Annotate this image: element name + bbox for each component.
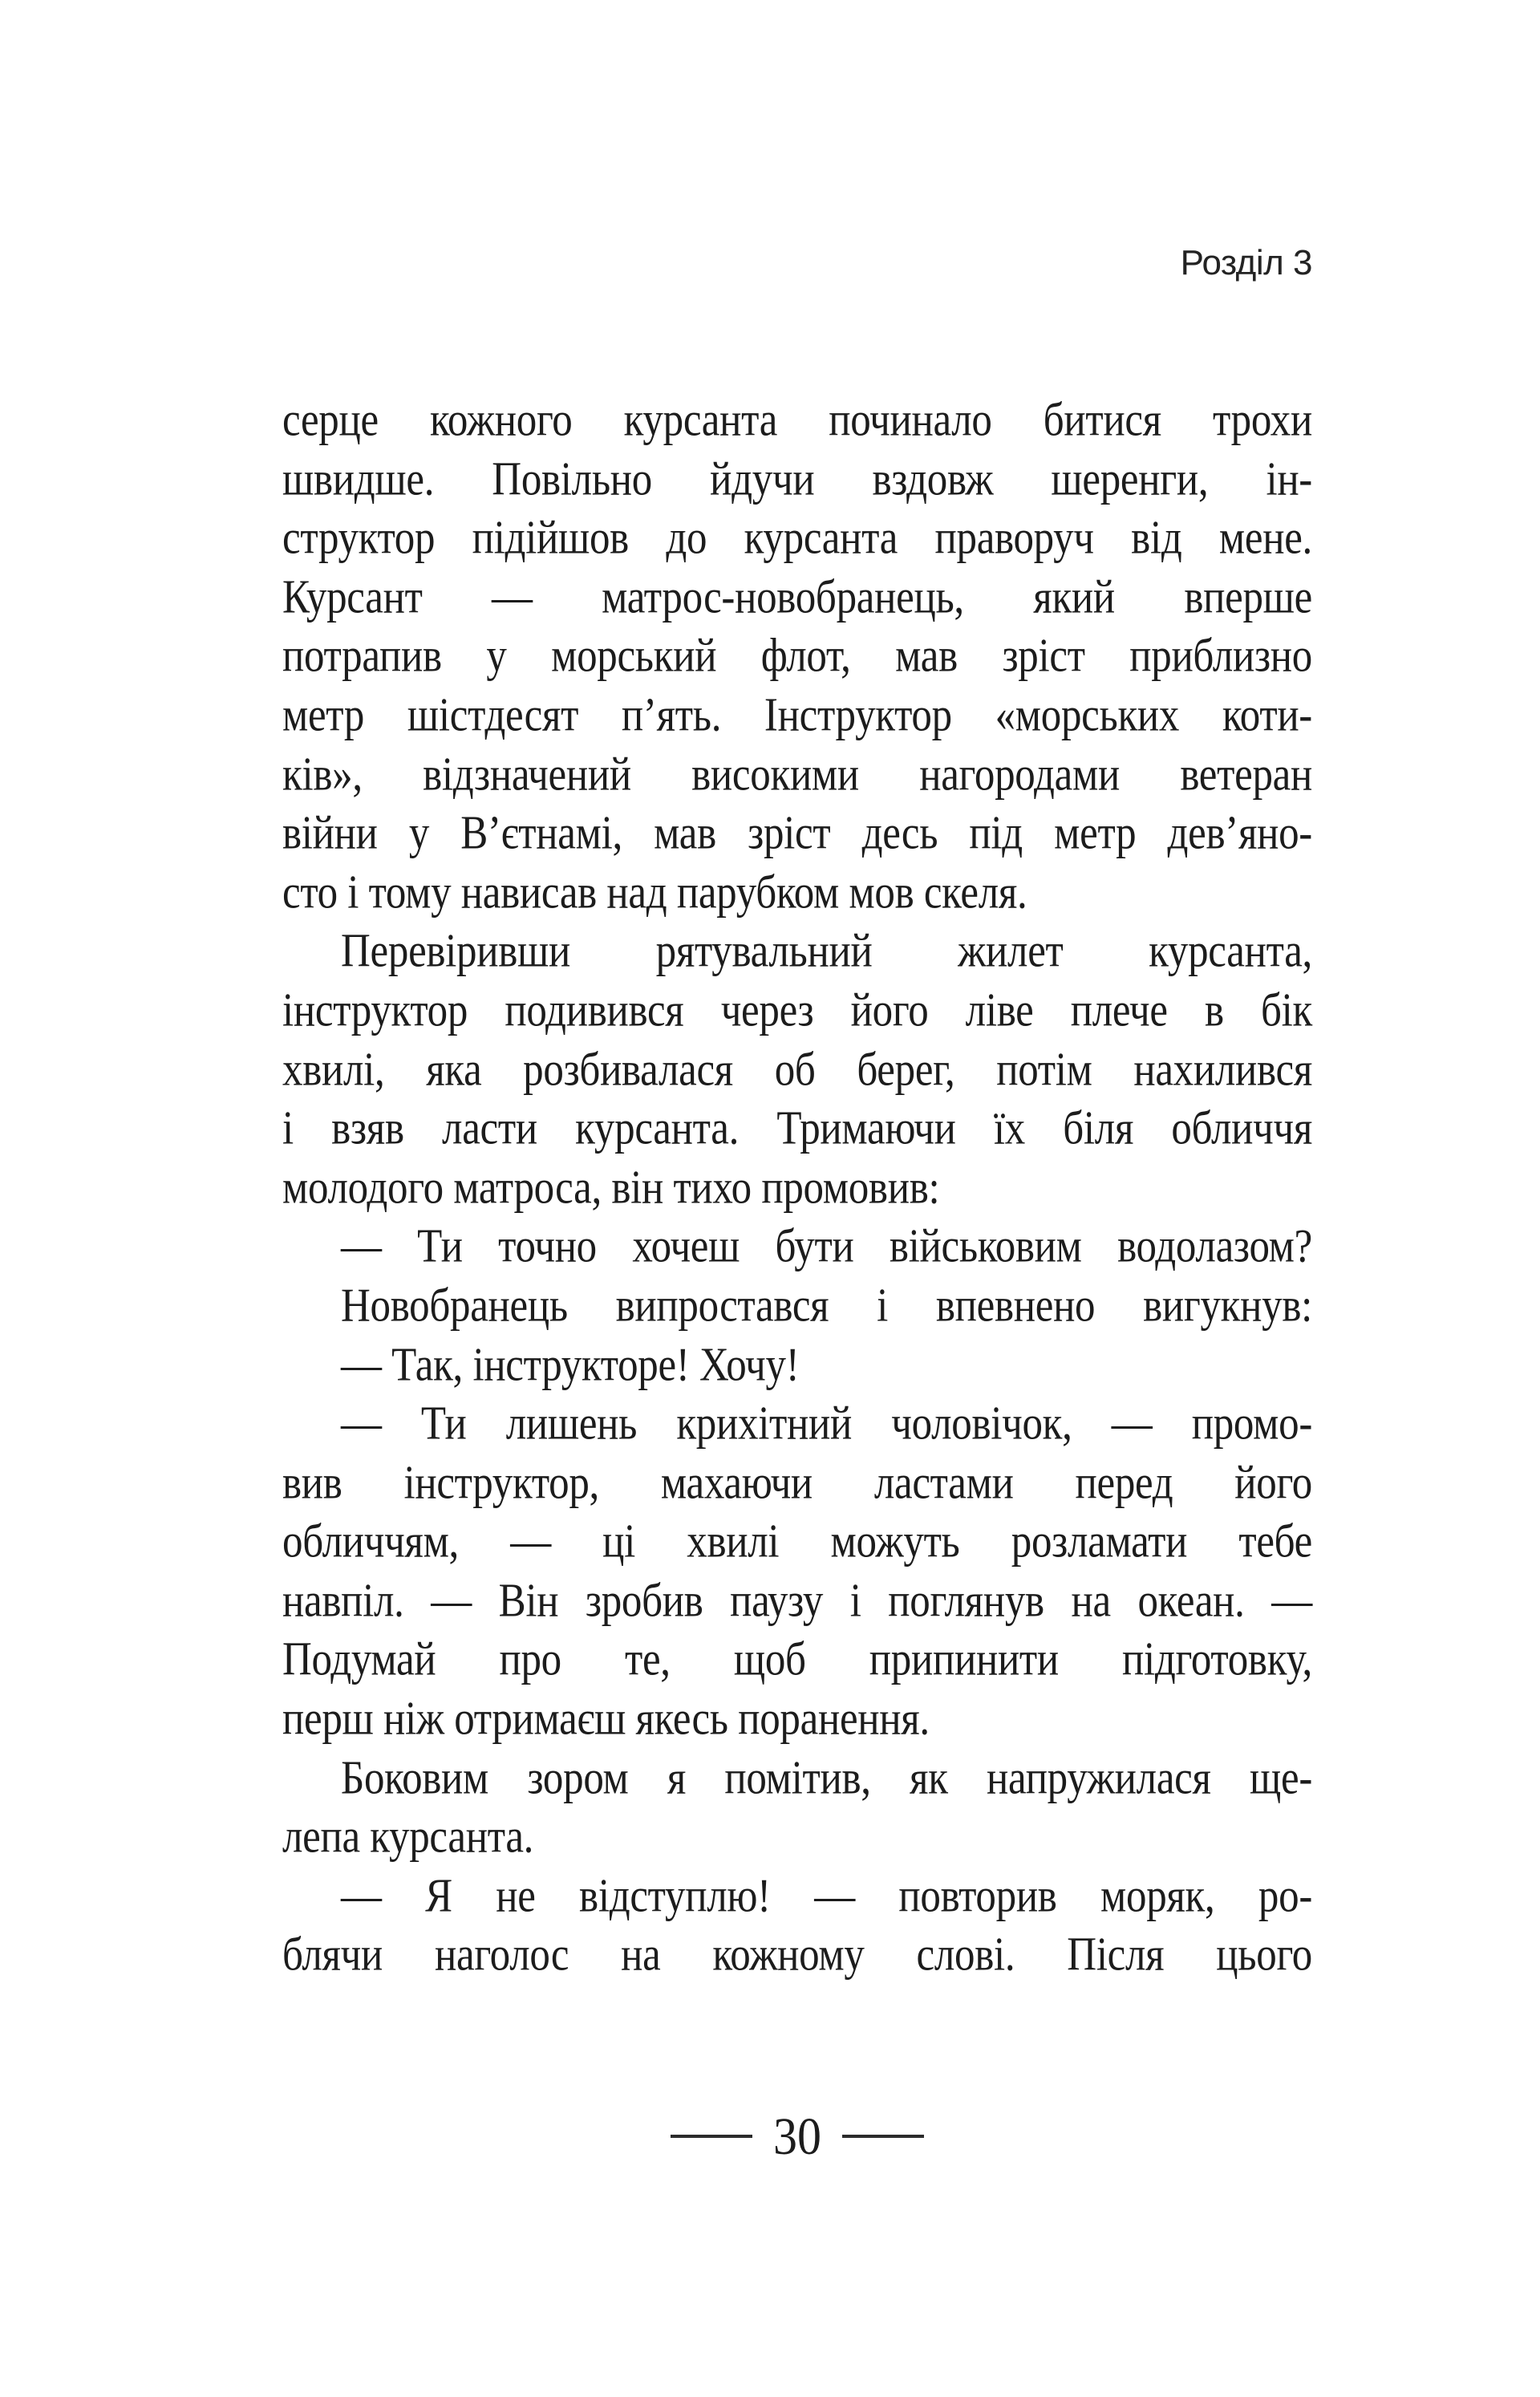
text-line: вив інструктор, махаючи ластами перед його (282, 1457, 1312, 1510)
text-line: — Я не відступлю! — повторив моряк, ро- (341, 1870, 1312, 1923)
text-line: — Ти лишень крихітний чоловічок, — промо- (341, 1397, 1312, 1450)
text-line: молодого матроса, він тихо промовив: (282, 1162, 940, 1215)
text-line: Курсант — матрос-новобранець, який вперше (282, 571, 1312, 624)
text-line: інструктор подивився через його ліве плече в бік (282, 984, 1312, 1037)
paragraph (282, 391, 1312, 923)
text-line: ків», відзначений високими нагородами ветеран (282, 748, 1312, 801)
text-line: — Так, інструкторе! Хочу! (341, 1338, 800, 1391)
text-line: Перевіривши рятувальний жилет курсанта, (341, 925, 1312, 978)
text-line: перш ніж отримаєш якесь поранення. (282, 1693, 930, 1746)
text-line: обличчям, — ці хвилі можуть розламати тебе (282, 1515, 1312, 1568)
chapter-header: Розділ 3 (1180, 243, 1312, 282)
text-line: Новобранець випростався і впевнено вигукнув: (341, 1280, 1312, 1332)
text-line: хвилі, яка розбивалася об берег, потім нахилився (282, 1043, 1312, 1096)
paragraph (282, 1277, 1312, 1336)
paragraph (282, 923, 1312, 1218)
page-number: 30 (773, 2107, 821, 2166)
text-line: навпіл. — Він зробив паузу і поглянув на океан. — (282, 1575, 1312, 1628)
paragraph (282, 1868, 1312, 1985)
text-line: серце кожного курсанта починало битися трохи (282, 394, 1312, 447)
footer-rule-right (842, 2135, 924, 2138)
text-line: потрапив у морський флот, мав зріст приблизно (282, 630, 1312, 683)
paragraph (282, 1218, 1312, 1277)
text-line: війни у В’єтнамі, мав зріст десь під метр дев’яно- (282, 807, 1312, 860)
paragraph (282, 1395, 1312, 1750)
text-line: швидше. Повільно йдучи вздовж шеренги, ін- (282, 452, 1312, 505)
text-line: сто і тому нависав над парубком мов скеля. (282, 866, 1027, 919)
text-line: і взяв ласти курсанта. Тримаючи їх біля обличчя (282, 1102, 1312, 1155)
text-line: лепа курсанта. (282, 1811, 534, 1864)
text-line: структор підійшов до курсанта праворуч від мене. (282, 512, 1312, 565)
text-line: метр шістдесят п’ять. Інструктор «морських коти- (282, 689, 1312, 742)
text-line: Подумай про те, щоб припинити підготовку, (282, 1633, 1312, 1686)
text-line: Боковим зором я помітив, як напружилася ще- (341, 1752, 1312, 1805)
text-block (282, 391, 1312, 1985)
text-line: блячи наголос на кожному слові. Після цього (282, 1929, 1312, 1981)
text-line: — Ти точно хочеш бути військовим водолазом? (341, 1220, 1312, 1273)
page-footer (282, 2107, 1312, 2166)
footer-rule-left (671, 2135, 752, 2138)
paragraph (282, 1750, 1312, 1868)
paragraph (282, 1336, 1312, 1396)
